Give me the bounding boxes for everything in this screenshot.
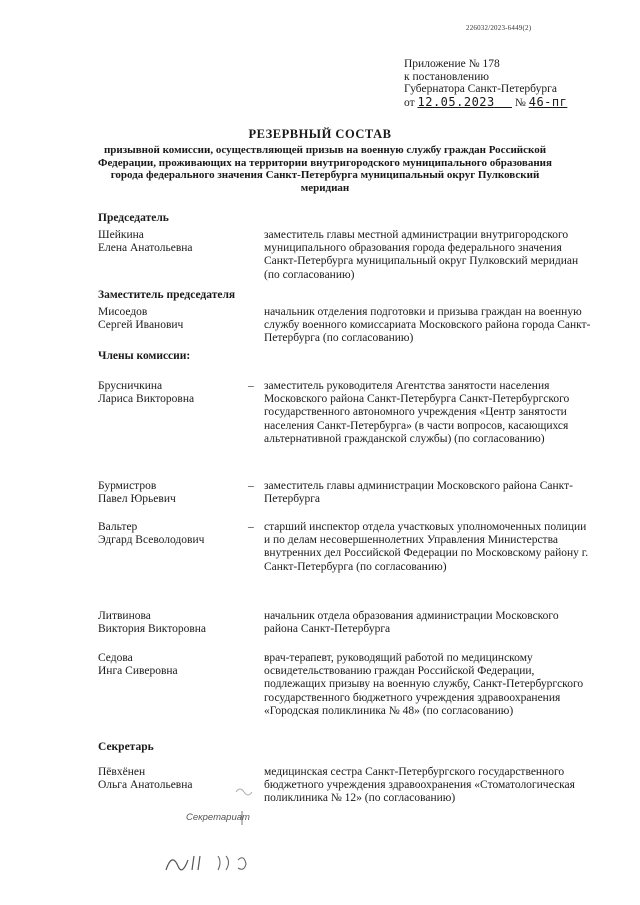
document-title: РЕЗЕРВНЫЙ СОСТАВ	[248, 127, 392, 141]
appendix-date-line	[404, 96, 567, 110]
dash-separator: –	[248, 480, 254, 492]
person-name	[98, 766, 248, 792]
appendix-decree-ref: к постановлению	[404, 70, 489, 83]
secretariat-stamp: Секретариат	[186, 812, 250, 823]
stamp-border-mark-icon	[240, 808, 260, 828]
handwritten-initials-icon	[160, 842, 270, 882]
section-deputy: Заместитель председателя	[98, 289, 236, 301]
section-members: Члены комиссии:	[98, 350, 191, 362]
person-name	[98, 480, 248, 506]
person-role: старший инспектор отдела участковых уполномоченных полиции и по делам несовершеннолетних Управления Министерства внутренних дел Российской Федерации по Московскому району г. Санкт-Петербурга (по согласованию)	[264, 521, 589, 573]
person-surname: Бурмистров	[98, 480, 157, 492]
person-name	[98, 380, 248, 406]
dash-separator: –	[248, 521, 254, 533]
person-role: заместитель главы местной администрации внутригородского муниципального образования города федерального значения Санкт-Петербурга муниципальный округ Пулковский меридиан (по согласованию)	[264, 229, 579, 281]
person-surname: Шейкина	[98, 229, 144, 241]
person-given-name: Павел Юрьевич	[98, 493, 176, 506]
section-chair: Председатель	[98, 212, 169, 224]
person-name	[98, 306, 248, 332]
appendix-issuer: Губернатора Санкт-Петербурга	[404, 83, 557, 95]
appendix-number: Приложение № 178	[404, 58, 500, 70]
decree-date: 12.05.2023	[417, 94, 495, 109]
person-role: медицинская сестра Санкт-Петербургского государственного бюджетного учреждения здравоохранения «Стоматологическая поликлиника № 12» (по согласованию)	[264, 766, 575, 805]
person-surname: Мисоедов	[98, 306, 148, 318]
person-surname: Литвинова	[98, 610, 151, 622]
person-surname: Вальтер	[98, 521, 138, 533]
appendix-header	[404, 58, 567, 109]
person-role: врач-терапевт, руководящий работой по медицинскому освидетельствованию граждан Российской Федерации, подлежащих призыву на военную службу, Санкт-Петербургского государственного бюджетного учреждения здравоохранения «Городская поликлиника № 48» (по согласованию)	[264, 652, 584, 717]
person-surname: Седова	[98, 652, 133, 664]
person-surname: Пёвхёнен	[98, 766, 146, 778]
person-name	[98, 652, 248, 678]
faint-mark-icon	[232, 780, 262, 802]
decree-number: 46-пг	[528, 94, 568, 109]
person-role: заместитель главы администрации Московского района Санкт-Петербурга	[264, 480, 573, 506]
person-given-name: Сергей Иванович	[98, 319, 184, 332]
person-given-name: Инга Сиверовна	[98, 665, 178, 678]
person-name	[98, 610, 248, 636]
num-prefix: №	[514, 96, 526, 109]
person-name	[98, 229, 248, 255]
person-role: заместитель руководителя Агентства занятости населения Московского района Санкт-Петербурга Санкт-Петербургского государственного автономного учреждения «Центр занятости населения Санкт-Петербурга» (в части вопросов, касающихся альтернативной гражданской службы) (по согласованию)	[264, 380, 570, 445]
person-given-name: Эдгард Всеволодович	[98, 534, 205, 547]
person-surname: Брусничкина	[98, 380, 163, 392]
person-given-name: Ольга Анатольевна	[98, 779, 193, 792]
person-role: начальник отдела образования администрации Московского района Санкт-Петербурга	[264, 610, 559, 636]
person-role: начальник отделения подготовки и призыва граждан на военную службу военного комиссариата Московского района города Санкт-Петербурга (по согласованию)	[264, 306, 591, 345]
person-given-name: Елена Анатольевна	[98, 242, 193, 255]
document-subtitle: призывной комиссии, осуществляющей призыв на военную службу граждан Российской Федерации, проживающих на территории внутригородского муниципального образования города федерального значения Санкт-Петербурга муниципальный округ Пулковский меридиан	[98, 144, 552, 194]
section-secretary: Секретарь	[98, 741, 154, 753]
date-prefix: от	[404, 96, 415, 109]
dash-separator: –	[248, 380, 254, 392]
person-given-name: Лариса Викторовна	[98, 393, 195, 406]
document-registration-number: 226032/2023-6449(2)	[466, 24, 532, 32]
person-name	[98, 521, 248, 547]
person-given-name: Виктория Викторовна	[98, 623, 207, 636]
